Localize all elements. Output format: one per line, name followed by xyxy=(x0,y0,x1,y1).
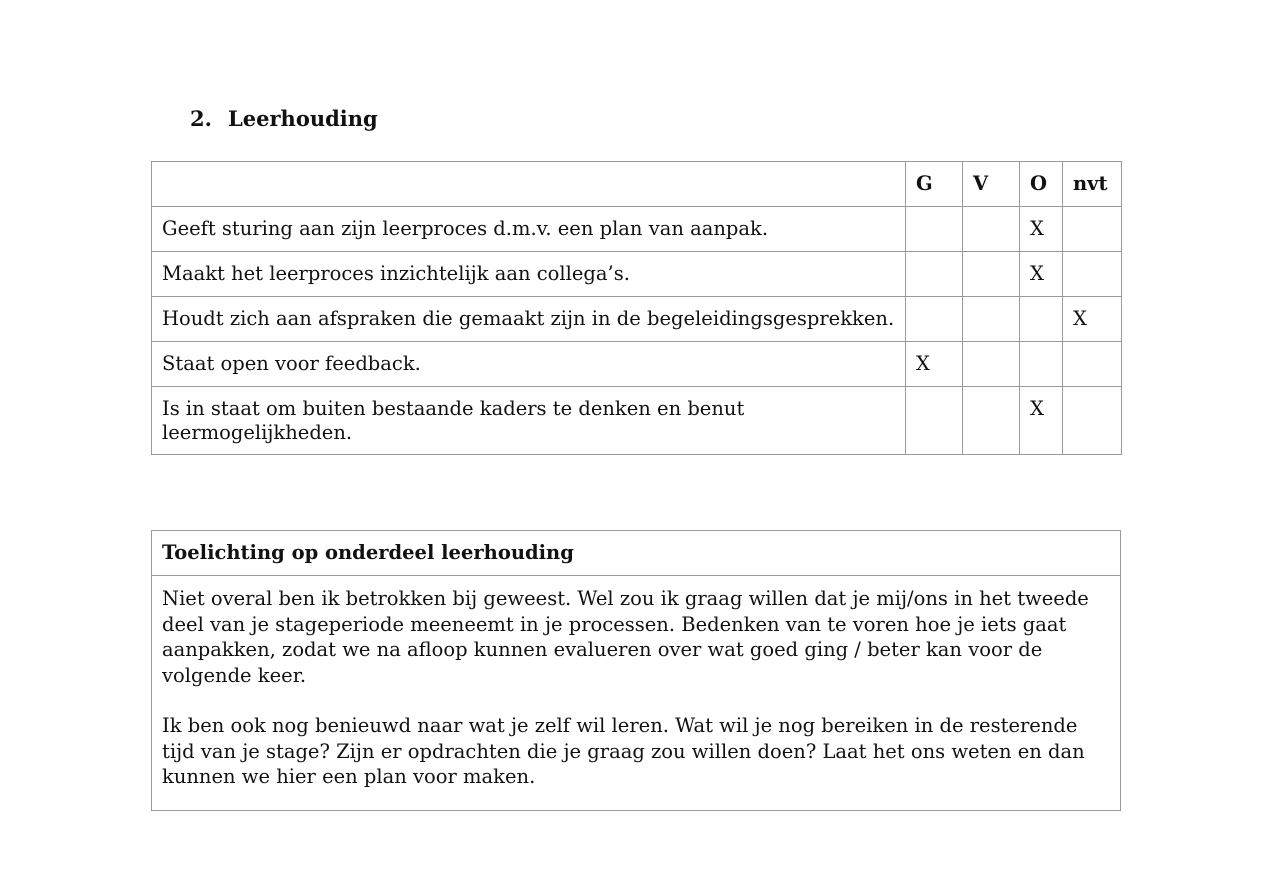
table-row xyxy=(152,297,1122,342)
criteria-table xyxy=(151,161,1122,455)
table-row xyxy=(152,387,1122,455)
mark-cell-v xyxy=(963,207,1020,252)
column-header-g: G xyxy=(906,162,963,207)
mark-cell-o: X xyxy=(1020,252,1063,297)
criterion-cell: Staat open voor feedback. xyxy=(152,342,906,387)
criterion-cell: Geeft sturing aan zijn leerproces d.m.v. een plan van aanpak. xyxy=(152,207,906,252)
remarks-table xyxy=(151,530,1121,811)
criterion-cell: Is in staat om buiten bestaande kaders te denken en benut leermogelijkheden. xyxy=(152,387,906,455)
section-number: 2. xyxy=(190,106,212,131)
remarks-body-row xyxy=(152,576,1121,811)
section-heading xyxy=(190,106,378,131)
mark-cell-o xyxy=(1020,297,1063,342)
remarks-header-row xyxy=(152,531,1121,576)
criterion-header-cell xyxy=(152,162,906,207)
mark-cell-v xyxy=(963,387,1020,455)
table-row xyxy=(152,252,1122,297)
mark-cell-g: X xyxy=(906,342,963,387)
table-row xyxy=(152,207,1122,252)
mark-cell-g xyxy=(906,207,963,252)
mark-cell-nvt xyxy=(1063,252,1122,297)
mark-cell-o: X xyxy=(1020,207,1063,252)
table-row xyxy=(152,342,1122,387)
column-header-o: O xyxy=(1020,162,1063,207)
mark-cell-v xyxy=(963,297,1020,342)
mark-cell-g xyxy=(906,252,963,297)
criterion-cell: Houdt zich aan afspraken die gemaakt zijn in de begeleidingsgesprekken. xyxy=(152,297,906,342)
mark-cell-nvt: X xyxy=(1063,297,1122,342)
remarks-paragraph: Ik ben ook nog benieuwd naar wat je zelf wil leren. Wat wil je nog bereiken in de resterende tijd van je stage? Zijn er opdrachten die je graag zou willen doen? Laat het ons weten en dan kunnen we hier een plan voor maken. xyxy=(162,714,1085,788)
mark-cell-nvt xyxy=(1063,387,1122,455)
remarks-title: Toelichting op onderdeel leerhouding xyxy=(152,531,1121,576)
column-header-nvt: nvt xyxy=(1063,162,1122,207)
mark-cell-g xyxy=(906,387,963,455)
criterion-cell: Maakt het leerproces inzichtelijk aan collega’s. xyxy=(152,252,906,297)
remarks-body xyxy=(152,576,1121,811)
mark-cell-o: X xyxy=(1020,387,1063,455)
mark-cell-nvt xyxy=(1063,207,1122,252)
criteria-header-row xyxy=(152,162,1122,207)
mark-cell-v xyxy=(963,252,1020,297)
mark-cell-v xyxy=(963,342,1020,387)
column-header-v: V xyxy=(963,162,1020,207)
section-title: Leerhouding xyxy=(228,106,378,131)
mark-cell-g xyxy=(906,297,963,342)
mark-cell-nvt xyxy=(1063,342,1122,387)
remarks-paragraph: Niet overal ben ik betrokken bij geweest. Wel zou ik graag willen dat je mij/ons in het tweede deel van je stageperiode meeneemt in je processen. Bedenken van te voren hoe je iets gaat aanpakken, zodat we na afloop kunnen evalueren over wat goed ging / beter kan voor de volgende keer. xyxy=(162,587,1089,687)
mark-cell-o xyxy=(1020,342,1063,387)
